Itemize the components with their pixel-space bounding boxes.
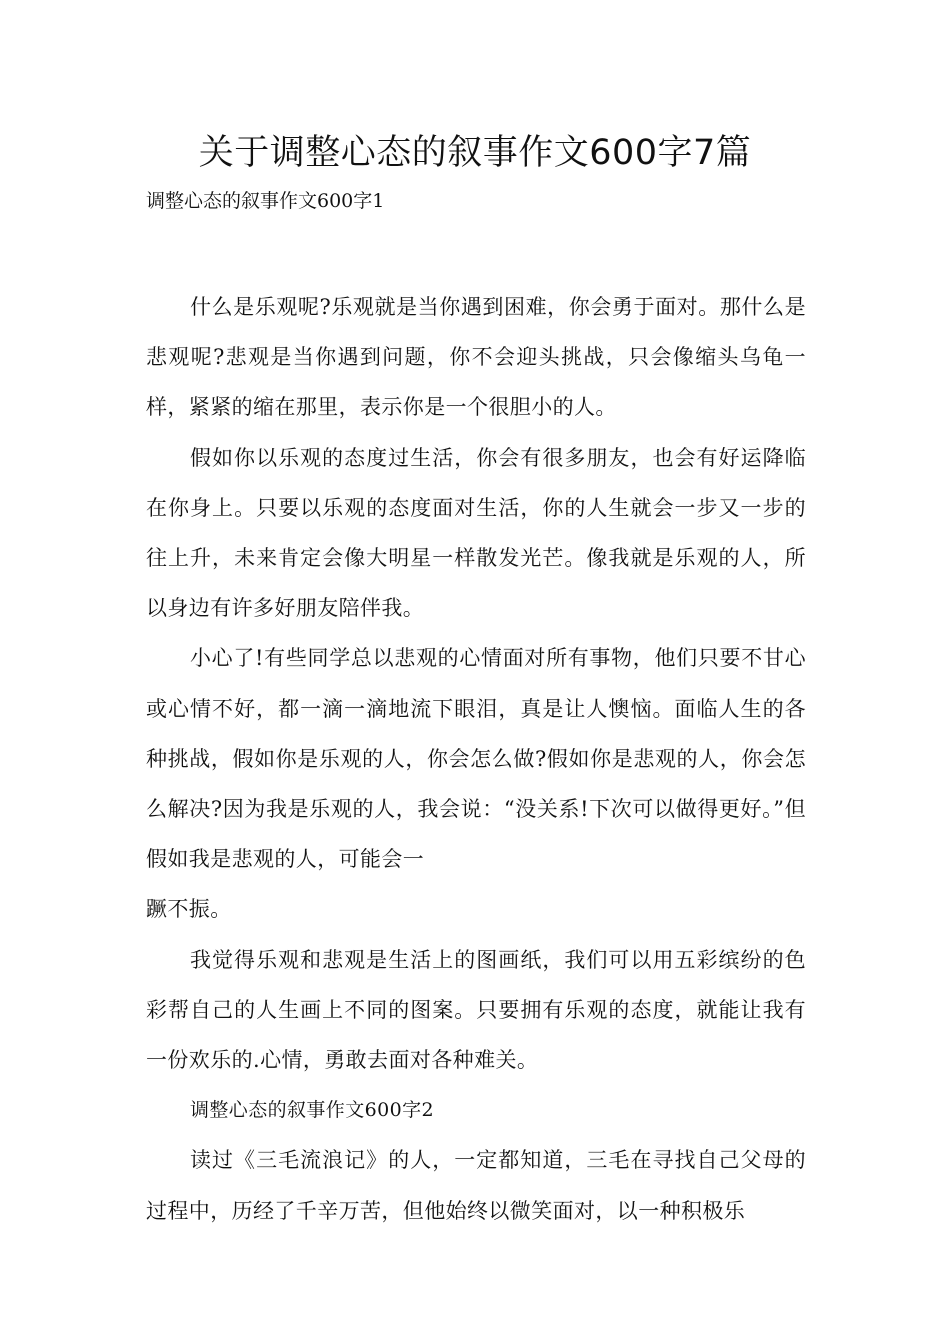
document-body [146,282,806,1236]
section-heading-1: 调整心态的叙事作文600字1 [146,190,385,212]
paragraph-4: 我觉得乐观和悲观是生活上的图画纸，我们可以用五彩缤纷的色彩帮自己的人生画上不同的图案。只要拥有乐观的态度，就能让我有一份欢乐的.心情，勇敢去面对各种难关。 [146,947,806,1073]
paragraph-5: 读过《三毛流浪记》的人，一定都知道，三毛在寻找自己父母的过程中，历经了千辛万苦，但他始终以微笑面对，以一种积极乐 [146,1148,806,1223]
section-heading-2: 调整心态的叙事作文600字2 [190,1099,434,1122]
document-title: 关于调整心态的叙事作文600字7篇 [198,133,752,173]
paragraph-3: 小心了!有些同学总以悲观的心情面对所有事物，他们只要不甘心或心情不好，都一滴一滴地流下眼泪，真是让人懊恼。面临人生的各种挑战，假如你是乐观的人，你会怎么做?假如你是悲观的人，你会怎么解决?因为我是乐观的人，我会说：“没关系!下次可以做得更好。”但假如我是悲观的人，可能会一 [146,646,806,872]
paragraph-1: 什么是乐观呢?乐观就是当你遇到困难，你会勇于面对。那什么是悲观呢?悲观是当你遇到问题，你不会迎头挑战，只会像缩头乌龟一样，紧紧的缩在那里，表示你是一个很胆小的人。 [146,295,806,420]
paragraph-3-continuation: 蹶不振。 [146,897,232,922]
paragraph-2: 假如你以乐观的态度过生活，你会有很多朋友，也会有好运降临在你身上。只要以乐观的态度面对生活，你的人生就会一步又一步的往上升，未来肯定会像大明星一样散发光芒。像我就是乐观的人，所以身边有许多好朋友陪伴我。 [146,445,806,621]
